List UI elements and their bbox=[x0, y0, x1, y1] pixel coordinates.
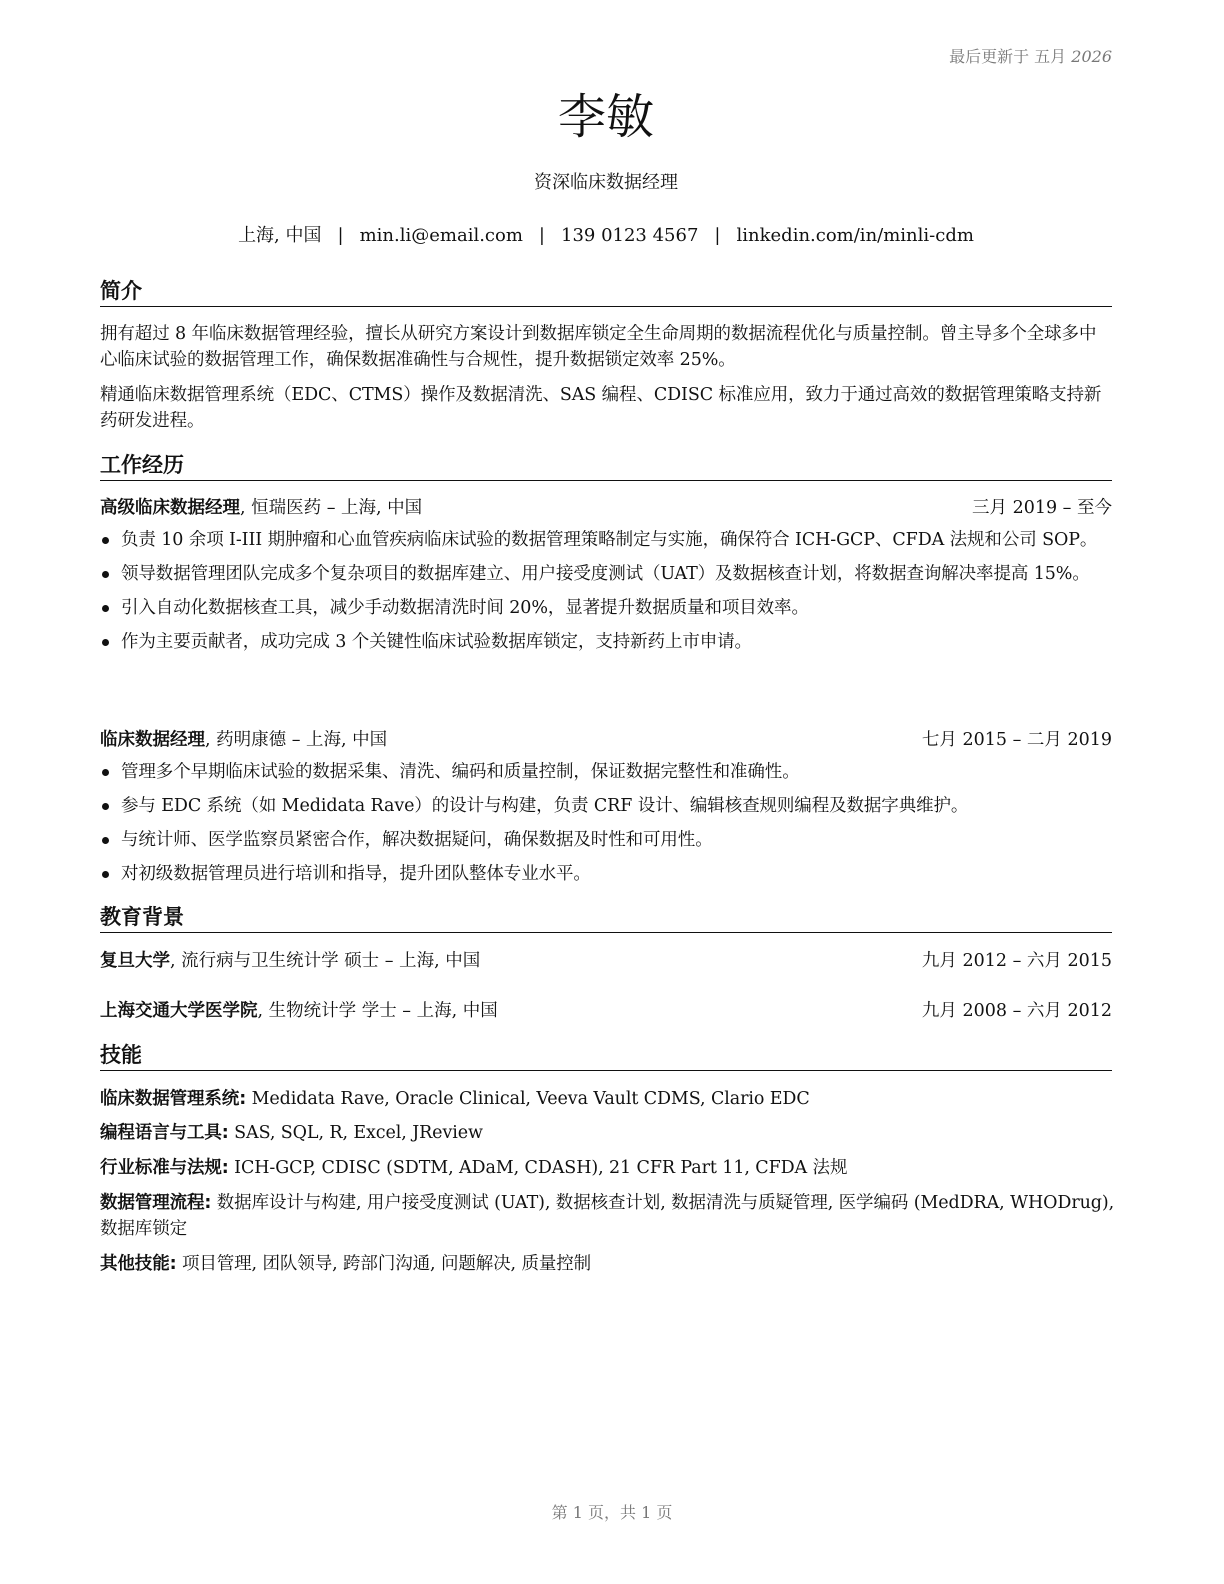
last-updated-year: 2026 bbox=[1071, 47, 1112, 66]
bullet-text: 管理多个早期临床试验的数据采集、清洗、编码和质量控制，保证数据完整性和准确性。 bbox=[121, 762, 800, 782]
bullet-icon bbox=[102, 537, 109, 544]
job-company-location: , 药明康德 – 上海, 中国 bbox=[205, 730, 388, 750]
skill-row bbox=[100, 1251, 1118, 1277]
skill-label: 编程语言与工具: bbox=[100, 1123, 229, 1143]
bullet-text: 对初级数据管理员进行培训和指导，提升团队整体专业水平。 bbox=[121, 864, 591, 884]
last-updated bbox=[949, 44, 1112, 67]
bullet-text: 负责 10 余项 I-III 期肿瘤和心血管疾病临床试验的数据管理策略制定与实施，确保符合 ICH-GCP、CFDA 法规和公司 SOP。 bbox=[121, 530, 1098, 550]
bullet-text: 与统计师、医学监察员紧密合作，解决数据疑问，确保数据及时性和可用性。 bbox=[121, 830, 713, 850]
job-header bbox=[100, 495, 1112, 521]
bullet-icon bbox=[102, 639, 109, 646]
page-number: 第 1 页，共 1 页 bbox=[551, 1503, 673, 1522]
degree-location: , 流行病与卫生统计学 硕士 – 上海, 中国 bbox=[170, 951, 481, 971]
skill-label: 临床数据管理系统: bbox=[100, 1089, 247, 1109]
list-item bbox=[100, 629, 1112, 655]
bullet-icon bbox=[102, 605, 109, 612]
job-dates: 七月 2015 – 二月 2019 bbox=[921, 730, 1112, 750]
last-updated-month: 五月 bbox=[1034, 47, 1067, 66]
job-bullets bbox=[100, 759, 1112, 895]
list-item bbox=[100, 595, 1112, 621]
list-item bbox=[100, 759, 1112, 785]
list-item bbox=[100, 861, 1112, 887]
contact-phone: 139 0123 4567 bbox=[561, 225, 699, 246]
skill-row bbox=[100, 1120, 1118, 1146]
bullet-text: 引入自动化数据核查工具，减少手动数据清洗时间 20%，显著提升数据质量和项目效率。 bbox=[121, 598, 809, 618]
bullet-text: 作为主要贡献者，成功完成 3 个关键性临床试验数据库锁定，支持新药上市申请。 bbox=[121, 632, 752, 652]
skill-value: Medidata Rave, Oracle Clinical, Veeva Vault CDMS, Clario EDC bbox=[246, 1089, 810, 1109]
bullet-icon bbox=[102, 769, 109, 776]
candidate-name: 李敏 bbox=[557, 89, 654, 145]
contact-separator: | bbox=[714, 225, 721, 246]
education-item bbox=[100, 948, 1112, 974]
skill-value: 数据库设计与构建, 用户接受度测试 (UAT), 数据核查计划, 数据清洗与质疑管理, 医学编码 (MedDRA, WHODrug), 数据库锁定 bbox=[100, 1193, 1115, 1239]
list-item bbox=[100, 561, 1112, 587]
section-heading-experience: 工作经历 bbox=[100, 451, 1112, 481]
job-title: 临床数据经理 bbox=[100, 730, 205, 750]
education-dates: 九月 2012 – 六月 2015 bbox=[921, 951, 1112, 971]
skill-value: ICH-GCP, CDISC (SDTM, ADaM, CDASH), 21 CFR Part 11, CFDA 法规 bbox=[228, 1158, 848, 1178]
contact-separator: | bbox=[337, 225, 344, 246]
job-title: 资深临床数据经理 bbox=[534, 172, 678, 193]
contact-linkedin[interactable]: linkedin.com/in/minli-cdm bbox=[736, 225, 974, 246]
bullet-icon bbox=[102, 803, 109, 810]
list-item bbox=[100, 527, 1112, 553]
bullet-text: 参与 EDC 系统（如 Medidata Rave）的设计与构建，负责 CRF 设计、编辑核查规则编程及数据字典维护。 bbox=[121, 796, 969, 816]
section-heading-skills: 技能 bbox=[100, 1041, 1112, 1071]
skill-row bbox=[100, 1086, 1118, 1112]
contact-email[interactable]: min.li@email.com bbox=[359, 225, 523, 246]
bullet-text: 领导数据管理团队完成多个复杂项目的数据库建立、用户接受度测试（UAT）及数据核查计划，将数据查询解决率提高 15%。 bbox=[121, 564, 1090, 584]
contact-location: 上海, 中国 bbox=[238, 225, 322, 246]
job-header bbox=[100, 727, 1112, 753]
list-item bbox=[100, 793, 1112, 819]
summary-paragraph: 精通临床数据管理系统（EDC、CTMS）操作及数据清洗、SAS 编程、CDISC 标准应用，致力于通过高效的数据管理策略支持新药研发进程。 bbox=[100, 385, 1102, 431]
school-name: 上海交通大学医学院 bbox=[100, 1001, 258, 1021]
last-updated-prefix: 最后更新于 bbox=[949, 47, 1030, 66]
school-name: 复旦大学 bbox=[100, 951, 170, 971]
skill-row bbox=[100, 1155, 1118, 1181]
bullet-icon bbox=[102, 837, 109, 844]
bullet-icon bbox=[102, 871, 109, 878]
education-item bbox=[100, 998, 1112, 1024]
job-dates: 三月 2019 – 至今 bbox=[972, 498, 1112, 518]
skill-row bbox=[100, 1190, 1118, 1242]
degree-location: , 生物统计学 学士 – 上海, 中国 bbox=[257, 1001, 498, 1021]
bullet-icon bbox=[102, 571, 109, 578]
skill-value: 项目管理, 团队领导, 跨部门沟通, 问题解决, 质量控制 bbox=[176, 1254, 592, 1274]
skill-label: 行业标准与法规: bbox=[100, 1158, 229, 1178]
summary-paragraph: 拥有超过 8 年临床数据管理经验，擅长从研究方案设计到数据库锁定全生命周期的数据流程优化与质量控制。曾主导多个全球多中心临床试验的数据管理工作，确保数据准确性与合规性，提升数据锁定效率 25%。 bbox=[100, 324, 1097, 370]
contact-line bbox=[100, 223, 1112, 249]
job-title: 高级临床数据经理 bbox=[100, 498, 240, 518]
skill-value: SAS, SQL, R, Excel, JReview bbox=[228, 1123, 483, 1143]
job-bullets bbox=[100, 527, 1112, 663]
job-company-location: , 恒瑞医药 – 上海, 中国 bbox=[240, 498, 423, 518]
list-item bbox=[100, 827, 1112, 853]
section-heading-education: 教育背景 bbox=[100, 903, 1112, 933]
section-heading-summary: 简介 bbox=[100, 277, 1112, 307]
skill-label: 其他技能: bbox=[100, 1254, 177, 1274]
contact-separator: | bbox=[538, 225, 545, 246]
skill-label: 数据管理流程: bbox=[100, 1193, 212, 1213]
education-dates: 九月 2008 – 六月 2012 bbox=[921, 1001, 1112, 1021]
